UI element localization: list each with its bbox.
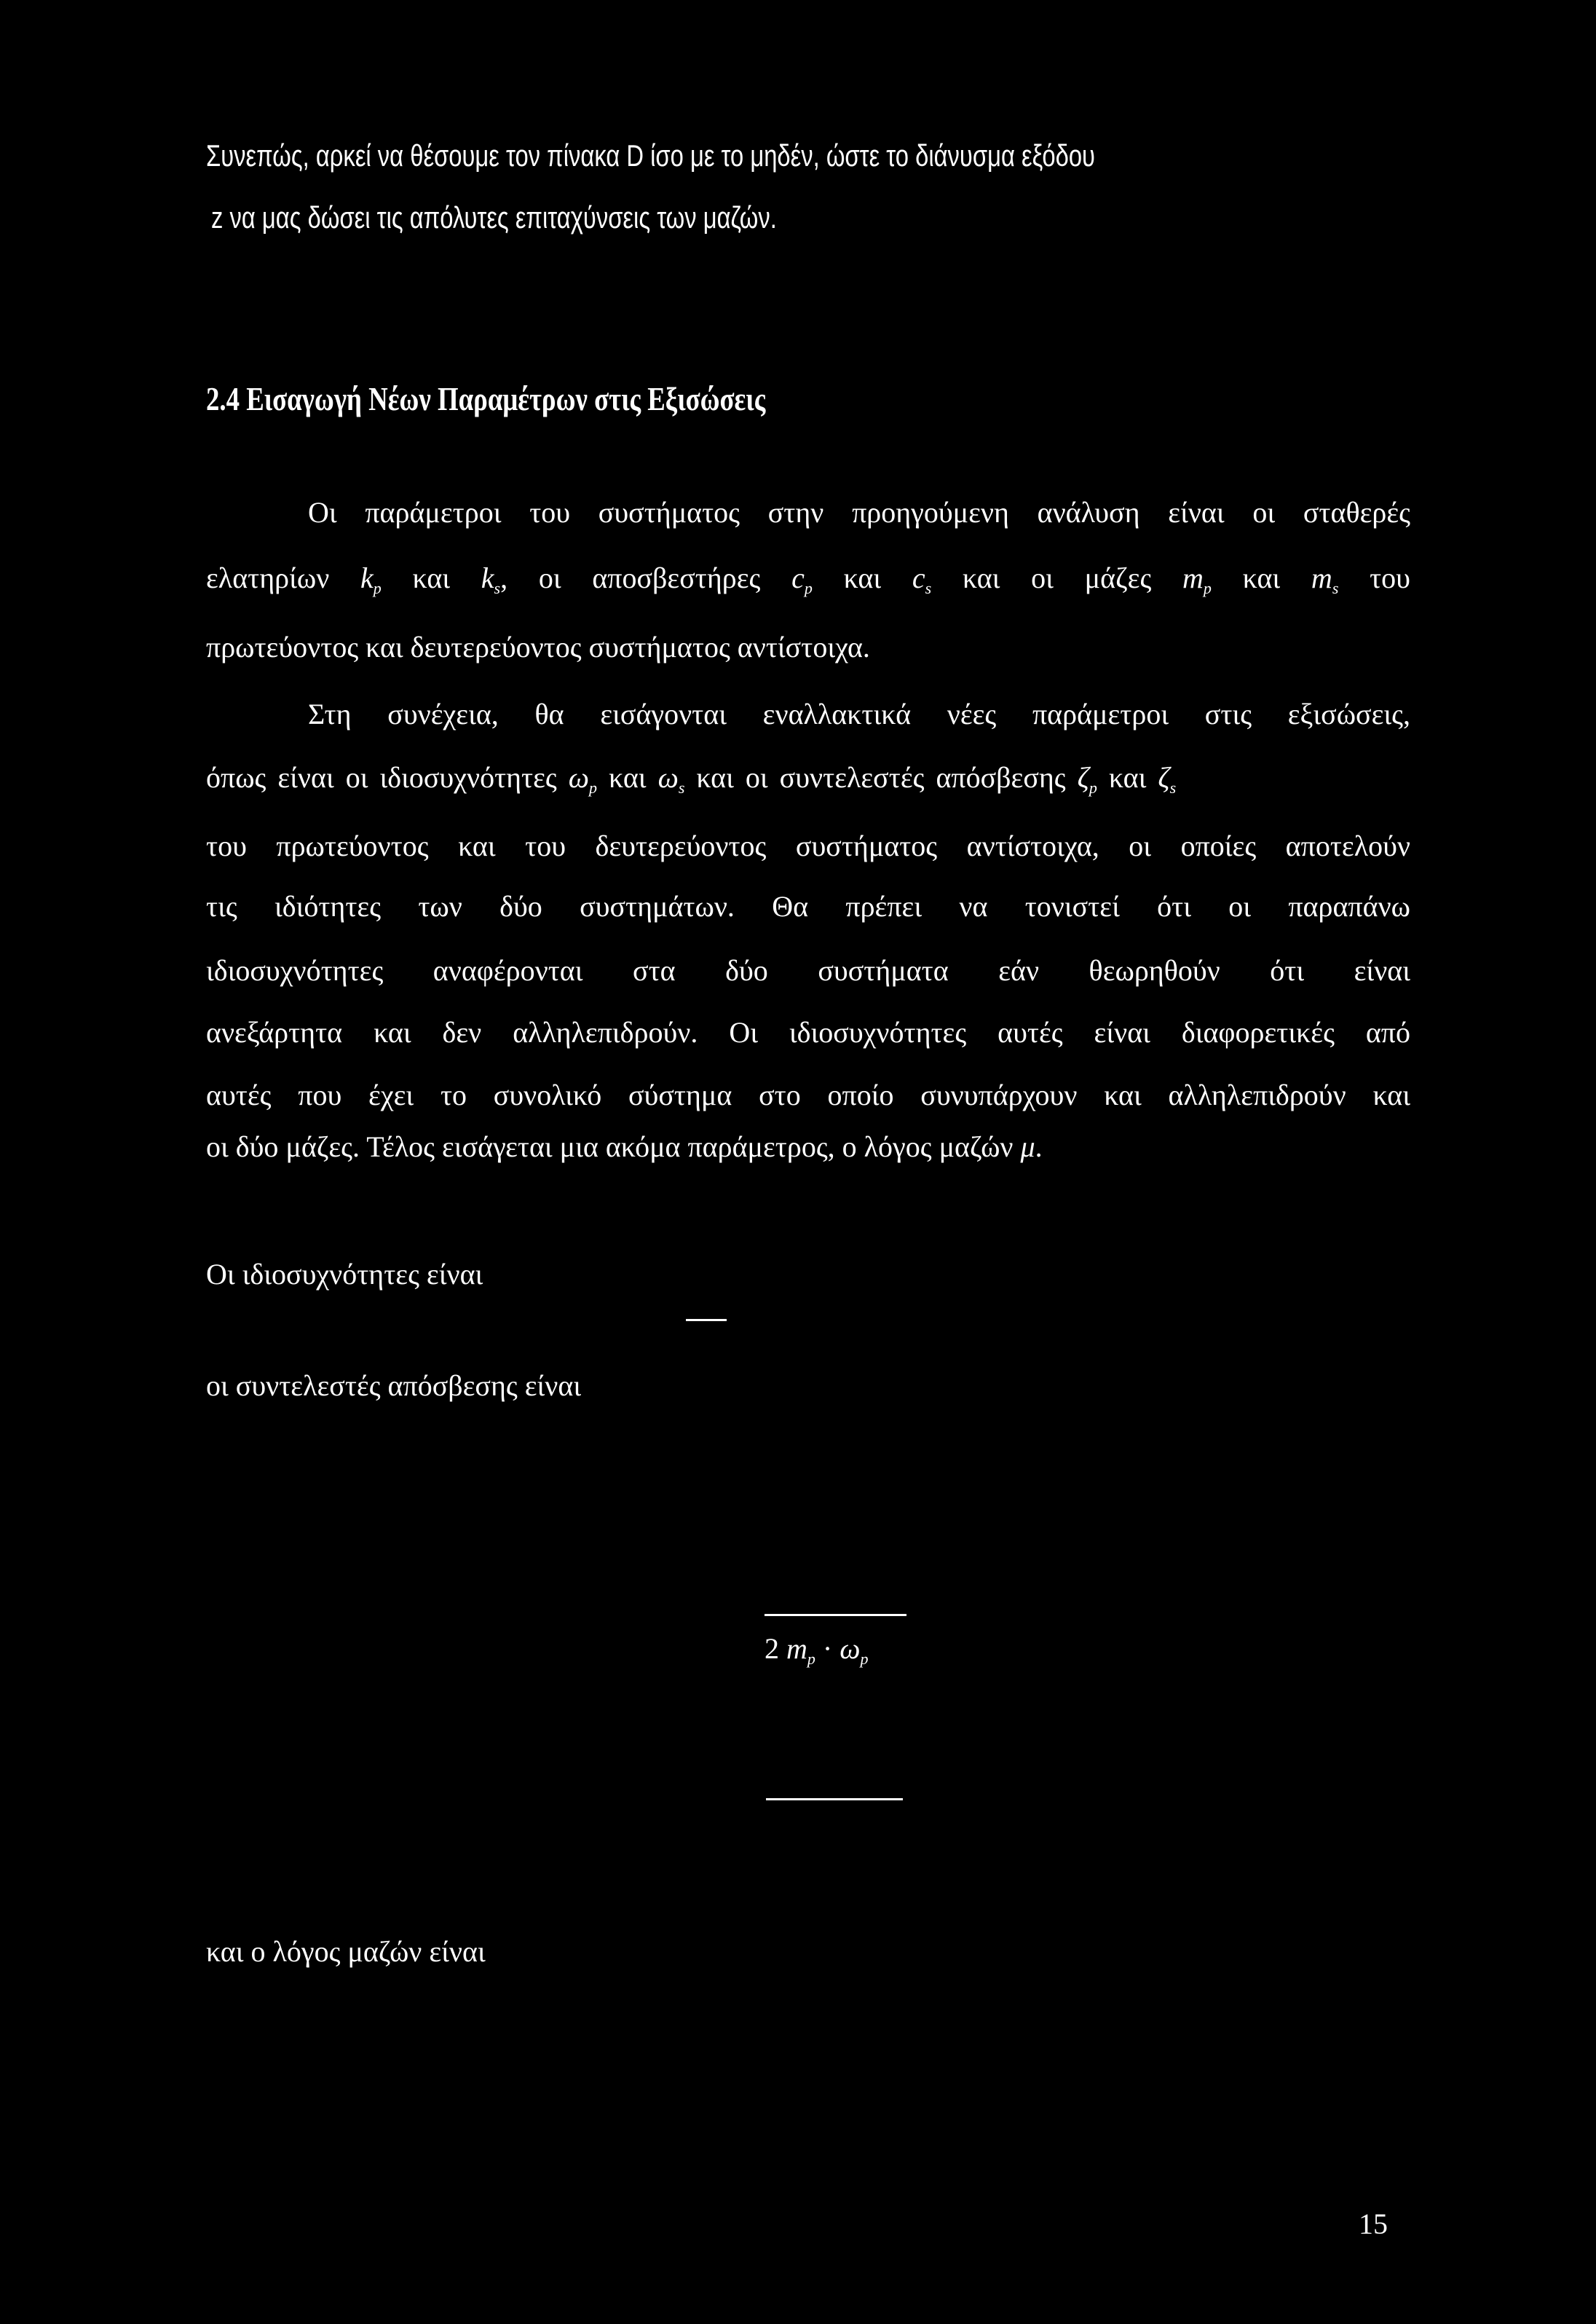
- text-run: και ο λόγος μαζών είναι: [206, 1935, 486, 1968]
- math-subscript: p: [373, 579, 382, 597]
- paragraph-line: [206, 630, 870, 665]
- text-run: ιδιοσυχνότητες αναφέρονται στα δύο συστήματα εάν θεωρηθούν ότι είναι: [206, 954, 1410, 987]
- section-heading: [206, 382, 765, 417]
- math-subscript: p: [589, 779, 598, 797]
- text-run: Στη συνέχεια, θα εισάγονται εναλλακτικά νέες παράμετροι στις εξισώσεις,: [308, 698, 1410, 730]
- paragraph-line: [206, 829, 1410, 864]
- text-run: και: [1097, 761, 1158, 794]
- paragraph-line: [206, 138, 1095, 173]
- paragraph-line: [206, 1015, 1410, 1050]
- paragraph-line: [206, 953, 1410, 988]
- math-symbol: $\omega_p$: [568, 761, 598, 797]
- text-run: Οι ιδιοσυχνότητες είναι: [206, 1258, 483, 1291]
- text-run: 2: [765, 1632, 786, 1665]
- text-run: Συνεπώς, αρκεί να θέσουμε τον πίνακα D ίσο με το μηδέν, ώστε το διάνυσμα εξόδου: [206, 138, 1095, 173]
- paragraph-line: [211, 200, 777, 235]
- text-run: Οι παράμετροι του συστήματος στην προηγούμενη ανάλυση είναι οι σταθερές: [308, 496, 1410, 529]
- paragraph-line: [308, 495, 1410, 530]
- paragraph-line: [206, 889, 1410, 924]
- fraction-bar: [686, 1319, 727, 1321]
- math-symbol: $k_p$: [360, 562, 382, 597]
- fraction-denominator: [765, 1631, 868, 1677]
- math-symbol: $m_p$: [1182, 562, 1212, 597]
- text-run: 2.4 Εισαγωγή Νέων Παραμέτρων στις Εξισώσεις: [206, 380, 766, 417]
- text-run: και οι συντελεστές απόσβεσης: [684, 761, 1078, 794]
- paragraph-line: [206, 561, 1410, 606]
- fraction-bar: [766, 1798, 903, 1800]
- math-subscript: p: [860, 1650, 869, 1668]
- text-run: οι συντελεστές απόσβεσης είναι: [206, 1369, 582, 1402]
- text-run: του: [1338, 562, 1410, 594]
- label-mass-ratio: [206, 1934, 486, 1969]
- math-symbol: μ: [1020, 1130, 1035, 1163]
- text-run: αυτές που έχει το συνολικό σύστημα στο οποίο συνυπάρχουν και αλληλεπιδρούν και: [206, 1079, 1410, 1111]
- text-run: z να μας δώσει τις απόλυτες επιταχύνσεις των μαζών.: [211, 200, 777, 235]
- math-symbol: $c_s$: [912, 562, 932, 597]
- paragraph-line: [308, 697, 1410, 732]
- text-run: οι δύο μάζες. Τέλος εισάγεται μια ακόμα παράμετρος, ο λόγος μαζών: [206, 1130, 1021, 1163]
- paragraph-line: [206, 1130, 1043, 1165]
- paragraph-line: [206, 1078, 1410, 1113]
- math-subscript: s: [1169, 779, 1177, 797]
- text-run: ·: [815, 1632, 840, 1665]
- text-run: .: [1035, 1130, 1043, 1163]
- math-symbol: $m_p$: [786, 1632, 815, 1668]
- math-subscript: p: [1089, 779, 1097, 797]
- math-symbol: $c_p$: [791, 562, 813, 597]
- math-symbol: $k_s$: [481, 562, 501, 597]
- math-symbol: $\omega_s$: [657, 761, 685, 797]
- math-symbol: $\omega_p$: [840, 1632, 869, 1668]
- math-symbol: $\zeta_s$: [1158, 761, 1177, 797]
- text-run: και οι μάζες: [931, 562, 1183, 594]
- text-run: και: [381, 562, 481, 594]
- math-subscript: p: [1203, 579, 1212, 597]
- text-run: του πρωτεύοντος και του δευτερεύοντος συστήματος αντίστοιχα, οι οποίες αποτελούν: [206, 830, 1410, 862]
- label-damping-ratios: [206, 1368, 581, 1403]
- text-run: και: [1211, 562, 1311, 594]
- text-run: πρωτεύοντος και δευτερεύοντος συστήματος αντίστοιχα.: [206, 631, 870, 663]
- text-run: όπως είναι οι ιδιοσυχνότητες: [206, 761, 569, 794]
- label-natural-frequencies: [206, 1257, 483, 1292]
- text-run: και: [597, 761, 658, 794]
- math-symbol: $\zeta_p$: [1077, 761, 1097, 797]
- math-subscript: s: [925, 579, 932, 597]
- text-run: , οι αποσβεστήρες: [500, 562, 792, 594]
- fraction-bar: [765, 1614, 906, 1616]
- math-subscript: p: [807, 1650, 815, 1668]
- text-run: τις ιδιότητες των δύο συστημάτων. Θα πρέπει να τονιστεί ότι οι παραπάνω: [206, 890, 1410, 923]
- page-number: 15: [1359, 2207, 1388, 2240]
- math-subscript: s: [494, 579, 501, 597]
- math-subscript: s: [678, 779, 685, 797]
- math-subscript: p: [804, 579, 813, 597]
- math-symbol: $m_s$: [1311, 562, 1339, 597]
- text-run: ελατηρίων: [206, 562, 361, 594]
- paragraph-line: [206, 760, 1410, 805]
- text-run: ανεξάρτητα και δεν αλληλεπιδρούν. Οι ιδιοσυχνότητες αυτές είναι διαφορετικές από: [206, 1016, 1410, 1049]
- text-run: και: [812, 562, 912, 594]
- math-subscript: s: [1332, 579, 1339, 597]
